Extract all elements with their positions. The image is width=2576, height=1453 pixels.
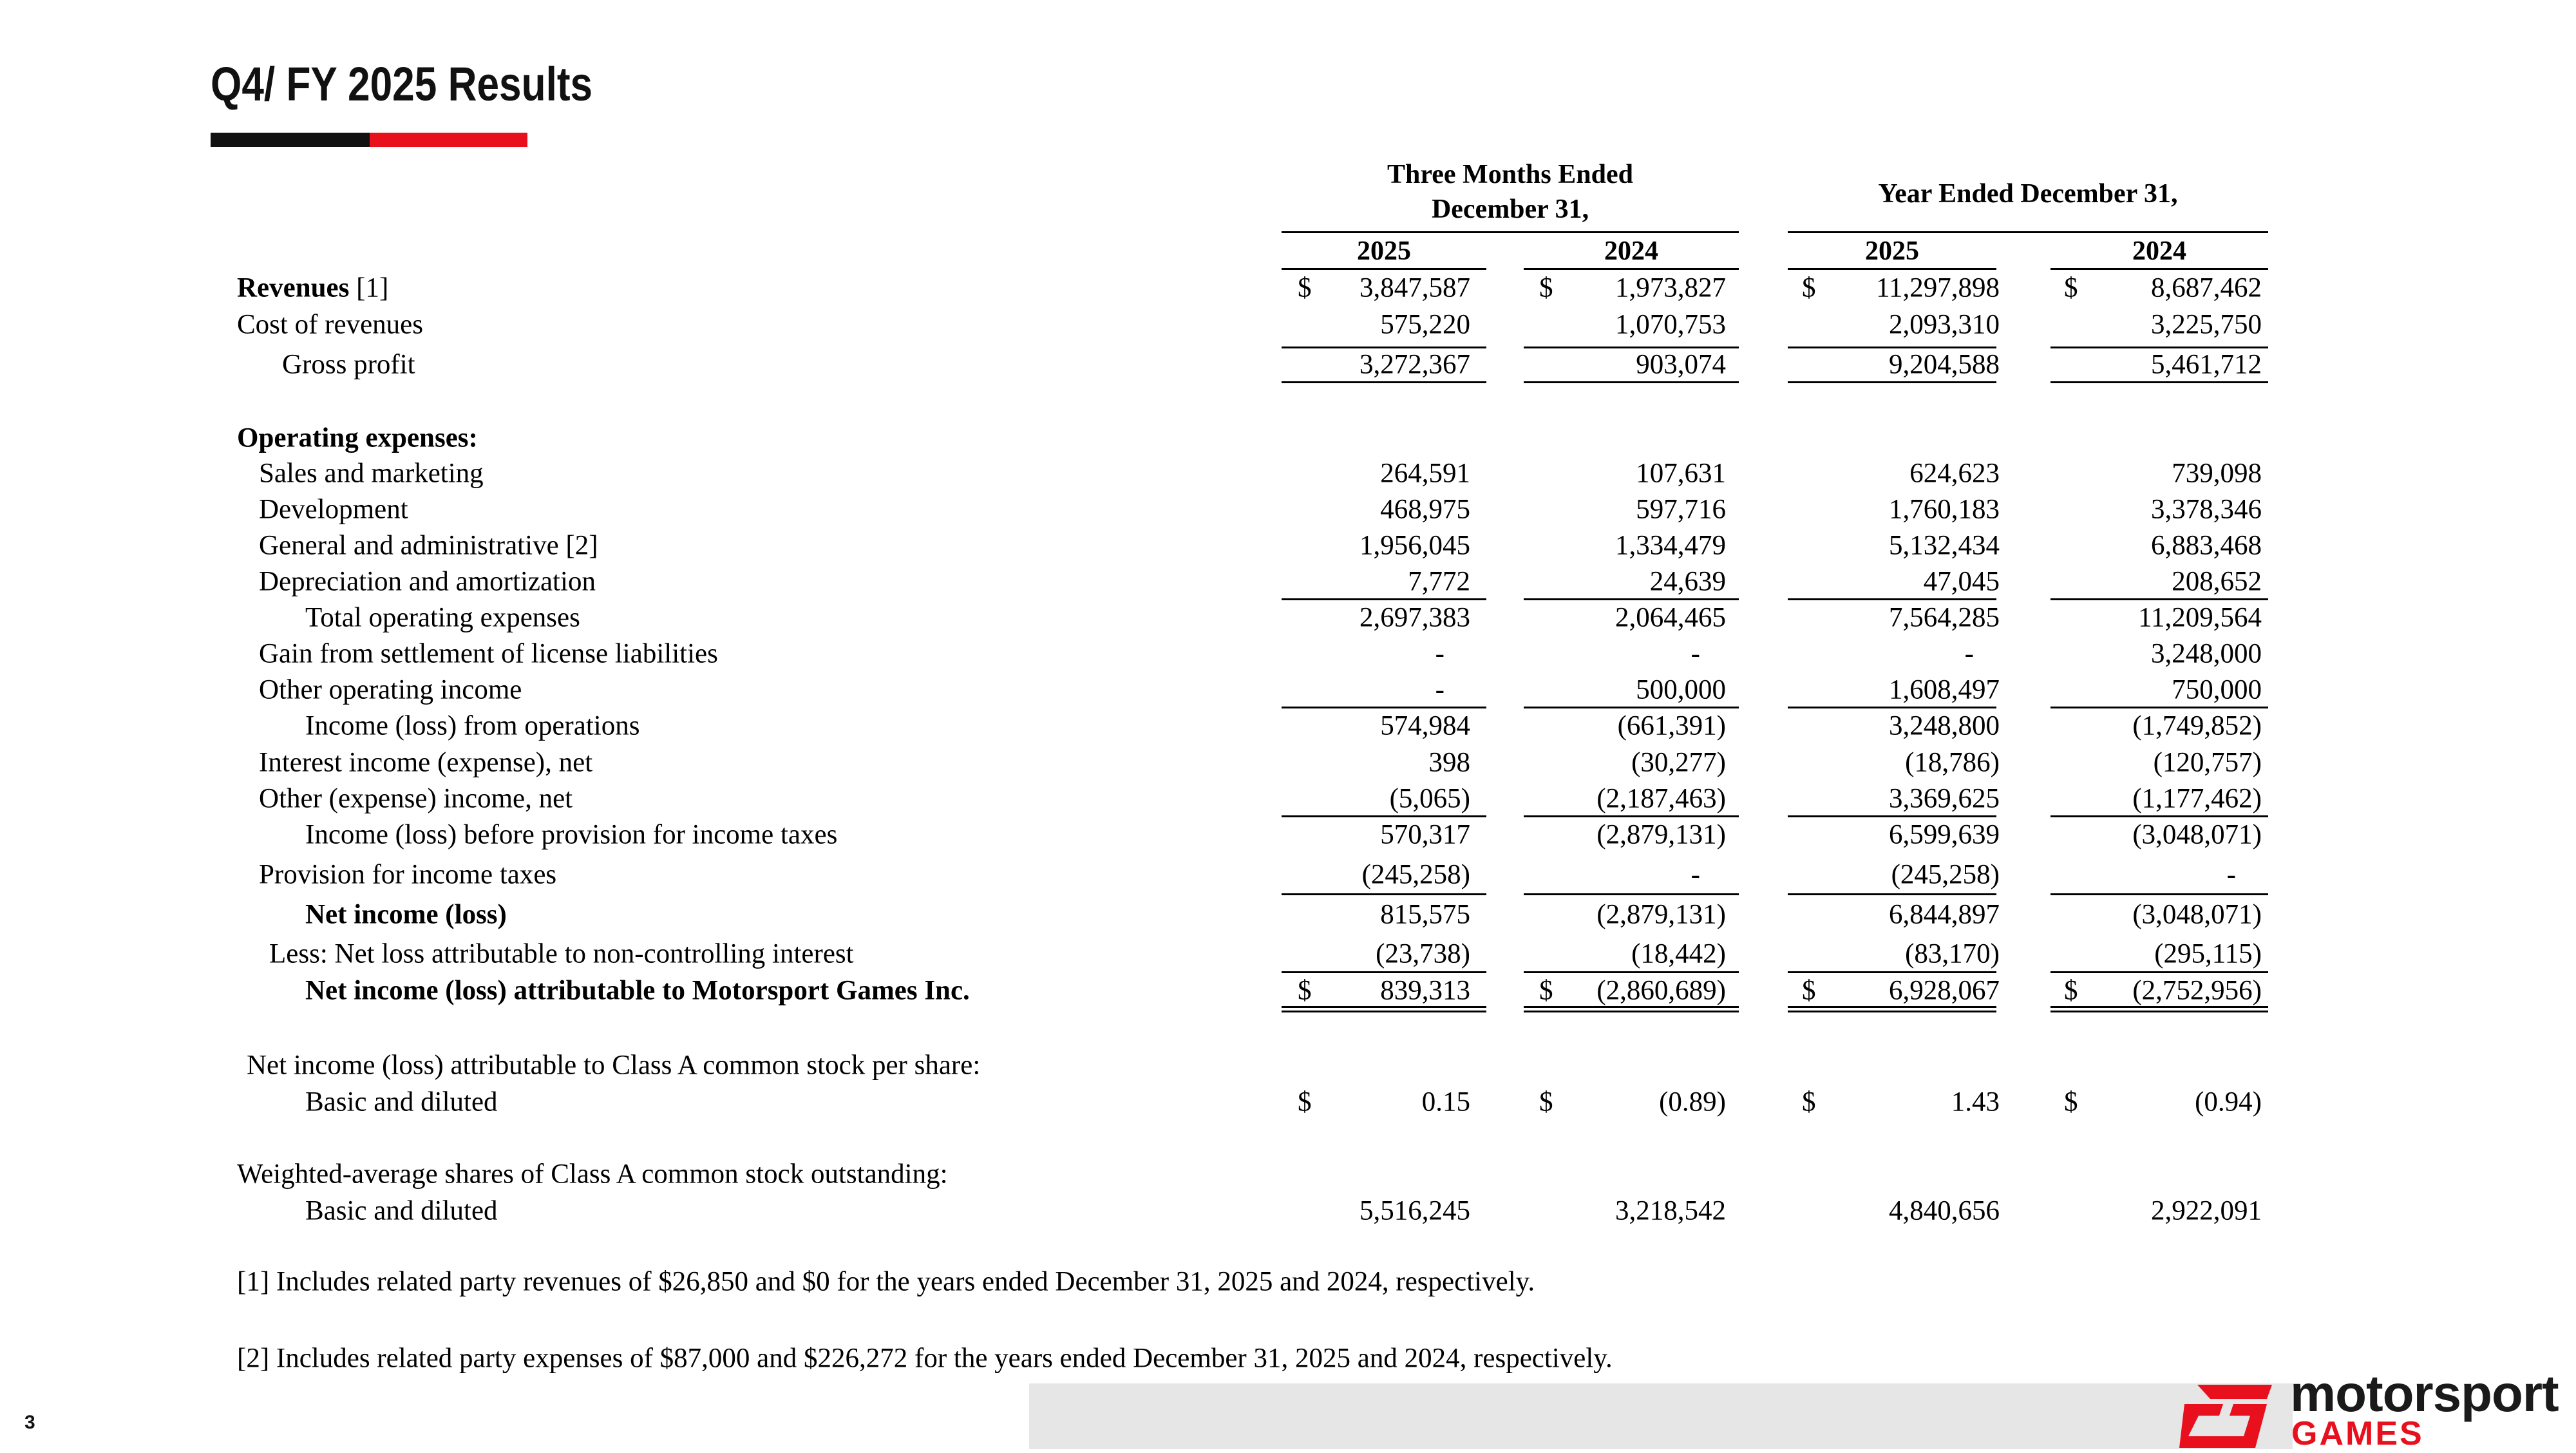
footnote-2: [2] Includes related party expenses of $87,000 and $226,272 for the years ended December 31, 2025 and 2024, respectively. [237,1343,1613,1374]
dollar-sign: $ [1298,272,1312,303]
table-cell-value: 1,956,045 [1359,530,1470,561]
table-cell-value: 7,772 [1408,566,1470,597]
table-cell-value: 500,000 [1636,674,1726,705]
table-cell-value: - [1435,674,1444,705]
table-cell-value: 24,639 [1649,566,1726,597]
subtotal-rule [1788,707,1996,708]
dollar-sign: $ [1802,975,1816,1006]
dollar-sign: $ [1802,272,1816,303]
year-header: 2024 [2132,236,2186,266]
subtotal-rule [1524,707,1739,708]
table-cell-value: 2,922,091 [2151,1195,2262,1226]
row-label: Gross profit [282,349,415,380]
table-cell-value: (0.94) [2195,1087,2262,1117]
table-cell-value: (1,749,852) [2132,710,2262,741]
table-cell-value: 739,098 [2172,458,2262,489]
double-rule-top [1524,1006,1739,1008]
table-cell-value: (245,258) [1361,859,1470,890]
year-header: 2025 [1357,236,1411,266]
table-cell-value: 3,225,750 [2151,309,2262,340]
table-cell-value: (18,442) [1631,938,1726,969]
row-label: Basic and diluted [305,1195,498,1226]
dollar-sign: $ [2064,1087,2078,1117]
subtotal-rule [2050,381,2268,383]
table-cell-value: 2,064,465 [1615,602,1726,633]
row-label: Other (expense) income, net [259,783,573,814]
table-cell-value: (3,048,071) [2132,819,2262,850]
table-cell-value: 839,313 [1380,975,1470,1006]
table-cell-value: (83,170) [1905,938,2000,969]
table-cell-value: 5,132,434 [1889,530,2000,561]
table-cell-value: 264,591 [1380,458,1470,489]
table-cell-value: 3,847,587 [1359,272,1470,303]
subtotal-rule [1524,893,1739,895]
dollar-sign: $ [2064,975,2078,1006]
header-three-months: Three Months Ended December 31, [1387,160,1633,224]
table-cell-value: 107,631 [1636,458,1726,489]
table-cell-value: 3,369,625 [1889,783,2000,814]
dollar-sign: $ [1539,975,1553,1006]
table-cell-value: 1,334,479 [1615,530,1726,561]
subtotal-rule [1524,815,1739,817]
row-label: Net income (loss) [305,899,507,930]
table-cell-value: - [1435,638,1444,669]
year-header: 2025 [1865,236,1919,266]
table-cell-value: 6,928,067 [1889,975,2000,1006]
table-cell-value: (295,115) [2154,938,2262,969]
table-cell-value: 3,378,346 [2151,494,2262,525]
year-header-rule [1282,268,1486,270]
table-cell-value: 3,248,000 [2151,638,2262,669]
table-cell-value: 11,209,564 [2138,602,2262,633]
row-label-footnote-ref: [1] [349,272,389,303]
table-cell-value: (120,757) [2153,747,2262,778]
dollar-sign: $ [1298,975,1312,1006]
logo-wordmark: motorsport [2290,1365,2559,1422]
table-cell-value: 624,623 [1909,458,2000,489]
table-cell-value: 815,575 [1380,899,1470,930]
table-cell-value: (0.89) [1659,1087,1726,1117]
table-cell-value: (2,187,463) [1596,783,1726,814]
dollar-sign: $ [1539,272,1553,303]
table-cell-value: 575,220 [1380,309,1470,340]
row-label: General and administrative [2] [259,530,598,561]
footnote-1: [1] Includes related party revenues of $26,850 and $0 for the years ended December 31, 2025 and 2024, respectively. [237,1266,1535,1297]
subtotal-rule [1282,815,1486,817]
subtotal-rule [1524,381,1739,383]
double-rule-bottom [1788,1011,1996,1012]
table-cell-value: - [2226,859,2236,890]
dollar-sign: $ [1539,1087,1553,1117]
table-cell-value: (23,738) [1376,938,1470,969]
table-cell-value: 1,070,753 [1615,309,1726,340]
table-cell-value: 0.15 [1421,1087,1470,1117]
double-rule-bottom [1524,1011,1739,1012]
row-label: Sales and marketing [259,458,484,489]
subtotal-rule [1788,381,1996,383]
footer-band [1029,1383,2293,1449]
table-cell-value: (245,258) [1891,859,2000,890]
subtotal-rule [1524,971,1739,973]
table-cell-value: 2,697,383 [1359,602,1470,633]
subtotal-rule [1524,598,1739,600]
table-cell-value: 4,840,656 [1889,1195,2000,1226]
subtotal-rule [1282,971,1486,973]
double-rule-bottom [1282,1011,1486,1012]
table-cell-value: - [1690,638,1700,669]
table-cell-value: (2,752,956) [2132,975,2262,1006]
header-year-ended: Year Ended December 31, [1878,179,2178,209]
table-cell-value: 7,564,285 [1889,602,2000,633]
table-cell-value: (1,177,462) [2132,783,2262,814]
row-label: Operating expenses: [237,423,478,453]
subtotal-rule [2050,893,2268,895]
row-label: Net income (loss) attributable to Class A common stock per share: [247,1050,981,1081]
table-cell-value: (5,065) [1389,783,1470,814]
title-underline-red [370,133,527,147]
subtotal-rule [2050,971,2268,973]
subtotal-rule [1788,971,1996,973]
row-label: Cost of revenues [237,309,423,340]
table-cell-value: 574,984 [1380,710,1470,741]
table-cell-value: (2,879,131) [1596,899,1726,930]
table-cell-value: 3,248,800 [1889,710,2000,741]
row-label: Provision for income taxes [259,859,557,890]
double-rule-bottom [2050,1011,2268,1012]
year-header: 2024 [1604,236,1658,266]
double-rule-top [1282,1006,1486,1008]
title-underline-black [211,133,370,147]
table-cell-value: - [1690,859,1700,890]
row-label: Basic and diluted [305,1087,498,1117]
table-cell-value: 2,093,310 [1889,309,2000,340]
table-cell-value: 6,844,897 [1889,899,2000,930]
table-cell-value: 1,760,183 [1889,494,2000,525]
subtotal-rule [1788,815,1996,817]
table-cell-value: 570,317 [1380,819,1470,850]
table-cell-value: (18,786) [1905,747,2000,778]
row-label-text: Revenues [237,272,350,303]
row-label: Income (loss) from operations [305,710,640,741]
row-label: Weighted-average shares of Class A common stock outstanding: [237,1159,948,1190]
table-cell-value: 11,297,898 [1876,272,2000,303]
year-header-rule [1524,268,1739,270]
row-label [237,272,388,304]
subtotal-rule [1282,381,1486,383]
table-cell-value: 1,608,497 [1889,674,2000,705]
table-cell-value: 468,975 [1380,494,1470,525]
table-cell-value: 903,074 [1636,349,1726,380]
table-cell-value: 9,204,588 [1889,349,2000,380]
table-cell-value: (2,879,131) [1596,819,1726,850]
page-title: Q4/ FY 2025 Results [211,57,593,111]
row-label: Interest income (expense), net [259,747,593,778]
table-cell-value: 1.43 [1951,1087,2000,1117]
subtotal-rule [2050,815,2268,817]
row-label: Depreciation and amortization [259,566,596,597]
row-label: Net income (loss) attributable to Motorsport Games Inc. [305,975,970,1006]
motorsport-games-logo-icon [2179,1385,2272,1448]
table-cell-value: 8,687,462 [2151,272,2262,303]
table-cell-value: 208,652 [2172,566,2262,597]
dollar-sign: $ [1802,1087,1816,1117]
table-cell-value: 6,599,639 [1889,819,2000,850]
page-number: 3 [24,1412,35,1433]
subtotal-rule [1788,893,1996,895]
subtotal-rule [2050,707,2268,708]
year-header-rule [1788,268,1996,270]
table-cell-value: (30,277) [1631,747,1726,778]
subtotal-rule [1282,893,1486,895]
row-label: Total operating expenses [305,602,580,633]
header-rule-year [1788,231,2268,233]
row-label: Other operating income [259,674,522,705]
table-cell-value: 6,883,468 [2151,530,2262,561]
header-rule-three-months [1282,231,1739,233]
row-label: Gain from settlement of license liabilities [259,638,718,669]
table-cell-value: (661,391) [1617,710,1726,741]
row-label: Less: Net loss attributable to non-controlling interest [269,938,854,969]
dollar-sign: $ [1298,1087,1312,1117]
row-label: Development [259,494,408,525]
table-cell-value: 398 [1428,747,1470,778]
year-header-rule [2050,268,2268,270]
table-cell-value: 597,716 [1636,494,1726,525]
table-cell-value: (3,048,071) [2132,899,2262,930]
double-rule-top [1788,1006,1996,1008]
table-cell-value: 5,516,245 [1359,1195,1470,1226]
table-cell-value: 3,272,367 [1359,349,1470,380]
table-cell-value: 5,461,712 [2151,349,2262,380]
subtotal-rule [1282,598,1486,600]
table-cell-value: 3,218,542 [1615,1195,1726,1226]
double-rule-top [2050,1006,2268,1008]
table-cell-value: 750,000 [2172,674,2262,705]
subtotal-rule [1788,598,1996,600]
row-label: Income (loss) before provision for income taxes [305,819,838,850]
subtotal-rule [2050,598,2268,600]
table-cell-value: 47,045 [1923,566,2000,597]
subtotal-rule [1282,707,1486,708]
table-cell-value: 1,973,827 [1615,272,1726,303]
table-cell-value: - [1964,638,1974,669]
logo-games-text: GAMES [2291,1415,2424,1452]
table-cell-value: (2,860,689) [1596,975,1726,1006]
dollar-sign: $ [2064,272,2078,303]
